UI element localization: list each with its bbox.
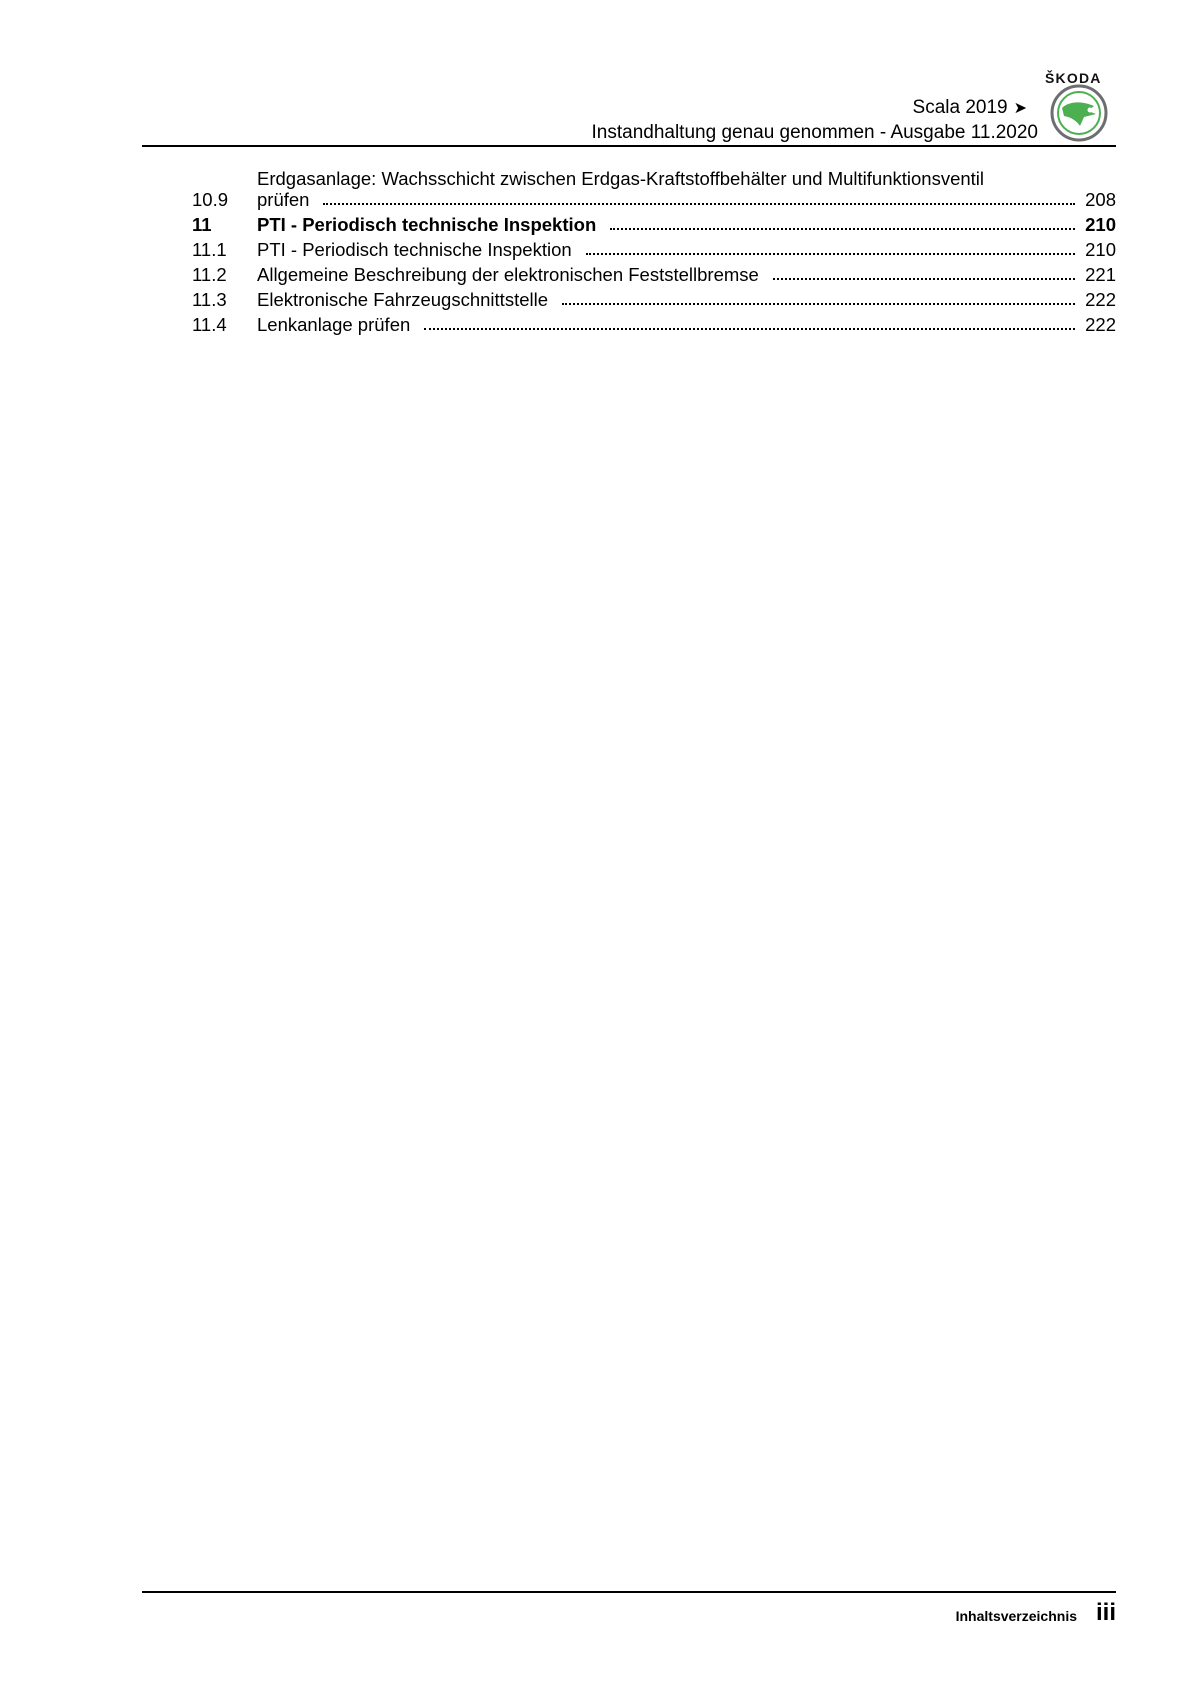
header-subtitle: Instandhaltung genau genommen - Ausgabe 11.2020 bbox=[591, 122, 1038, 143]
dot-leader bbox=[610, 227, 1075, 230]
toc-number: 11.1 bbox=[192, 239, 227, 260]
footer-divider bbox=[142, 1591, 1116, 1593]
footer-page-number: iii bbox=[1095, 1599, 1116, 1626]
toc-title: Erdgasanlage: Wachsschicht zwischen Erdgas-Kraftstoffbehälter und Multifunktionsventil bbox=[257, 168, 985, 189]
toc-entry-11-2[interactable] bbox=[192, 264, 1116, 285]
dot-leader bbox=[586, 252, 1075, 255]
toc-title-block bbox=[257, 239, 1116, 260]
toc-number: 11.4 bbox=[192, 314, 227, 335]
toc-title-continued: prüfen bbox=[257, 189, 310, 210]
toc-title-block bbox=[257, 289, 1116, 310]
toc-title-block bbox=[257, 168, 1116, 210]
toc-title: Allgemeine Beschreibung der elektronischen Feststellbremse bbox=[257, 264, 759, 285]
page-header bbox=[0, 0, 1191, 150]
model-label: Scala 2019 bbox=[912, 97, 1008, 118]
table-of-contents bbox=[192, 168, 1116, 339]
toc-title-block bbox=[257, 214, 1116, 235]
toc-entry-11-1[interactable] bbox=[192, 239, 1116, 260]
toc-title-block bbox=[257, 264, 1116, 285]
toc-entry-11-3[interactable] bbox=[192, 289, 1116, 310]
toc-number: 11 bbox=[192, 214, 212, 235]
toc-title: PTI - Periodisch technische Inspektion bbox=[257, 239, 572, 260]
toc-number: 11.3 bbox=[192, 289, 227, 310]
toc-number: 11.2 bbox=[192, 264, 227, 285]
brand-wordmark: ŠKODA bbox=[1045, 70, 1102, 86]
toc-title: Elektronische Fahrzeugschnittstelle bbox=[257, 289, 549, 310]
toc-page-number: 208 bbox=[1085, 189, 1116, 210]
toc-title-block bbox=[257, 314, 1116, 335]
dot-leader bbox=[773, 277, 1075, 280]
skoda-logo-icon bbox=[1050, 84, 1108, 142]
arrow-icon: ➤ bbox=[1013, 100, 1027, 117]
dot-leader bbox=[424, 327, 1075, 330]
toc-entry-10-9[interactable] bbox=[192, 168, 1116, 210]
toc-page-number: 221 bbox=[1085, 264, 1116, 285]
toc-title: PTI - Periodisch technische Inspektion bbox=[257, 214, 597, 235]
toc-entry-11-4[interactable] bbox=[192, 314, 1116, 335]
footer-section-title: Inhaltsverzeichnis bbox=[955, 1608, 1077, 1624]
toc-entry-11[interactable] bbox=[192, 214, 1116, 235]
header-model bbox=[913, 97, 1027, 119]
dot-leader bbox=[562, 302, 1075, 305]
dot-leader bbox=[323, 202, 1075, 205]
header-divider bbox=[142, 145, 1116, 147]
toc-page-number: 222 bbox=[1085, 314, 1116, 335]
toc-page-number: 210 bbox=[1085, 214, 1116, 235]
toc-number: 10.9 bbox=[192, 189, 229, 210]
toc-title-line bbox=[257, 168, 1116, 189]
toc-title-line bbox=[257, 189, 1116, 210]
toc-page-number: 222 bbox=[1085, 289, 1116, 310]
toc-title: Lenkanlage prüfen bbox=[257, 314, 411, 335]
toc-page-number: 210 bbox=[1085, 239, 1116, 260]
